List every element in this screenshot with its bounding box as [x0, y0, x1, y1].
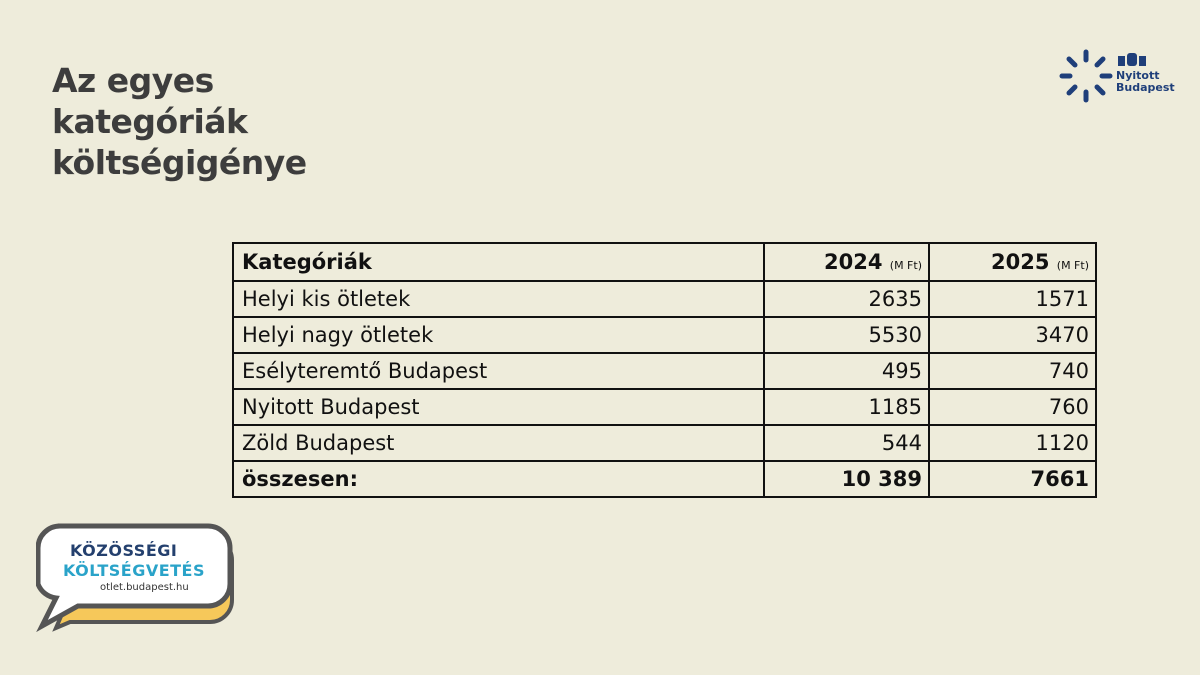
- badge-url: otlet.budapest.hu: [100, 582, 189, 593]
- sunburst-icon: [1058, 48, 1114, 104]
- table-row: Zöld Budapest 544 1120: [233, 425, 1096, 461]
- badge-title-2: KÖLTSÉGVETÉS: [63, 561, 206, 580]
- table-row: Esélyteremtő Budapest 495 740: [233, 353, 1096, 389]
- nyitott-budapest-logo: Nyitott Budapest: [1058, 48, 1188, 108]
- coat-of-arms-icon: [1116, 50, 1148, 68]
- page-title: Az egyes kategóriák költségigénye: [52, 61, 307, 182]
- badge-title-1: KÖZÖSSÉGI: [70, 541, 178, 560]
- table-row: Nyitott Budapest 1185 760: [233, 389, 1096, 425]
- cost-table: [232, 242, 1097, 498]
- table-row: Helyi kis ötletek 2635 1571: [233, 281, 1096, 317]
- table-total-row: összesen: 10 389 7661: [233, 461, 1096, 497]
- table-header-row: Kategóriák 2024 (M Ft) 2025 (M Ft): [233, 243, 1096, 281]
- table-row: Helyi nagy ötletek 5530 3470: [233, 317, 1096, 353]
